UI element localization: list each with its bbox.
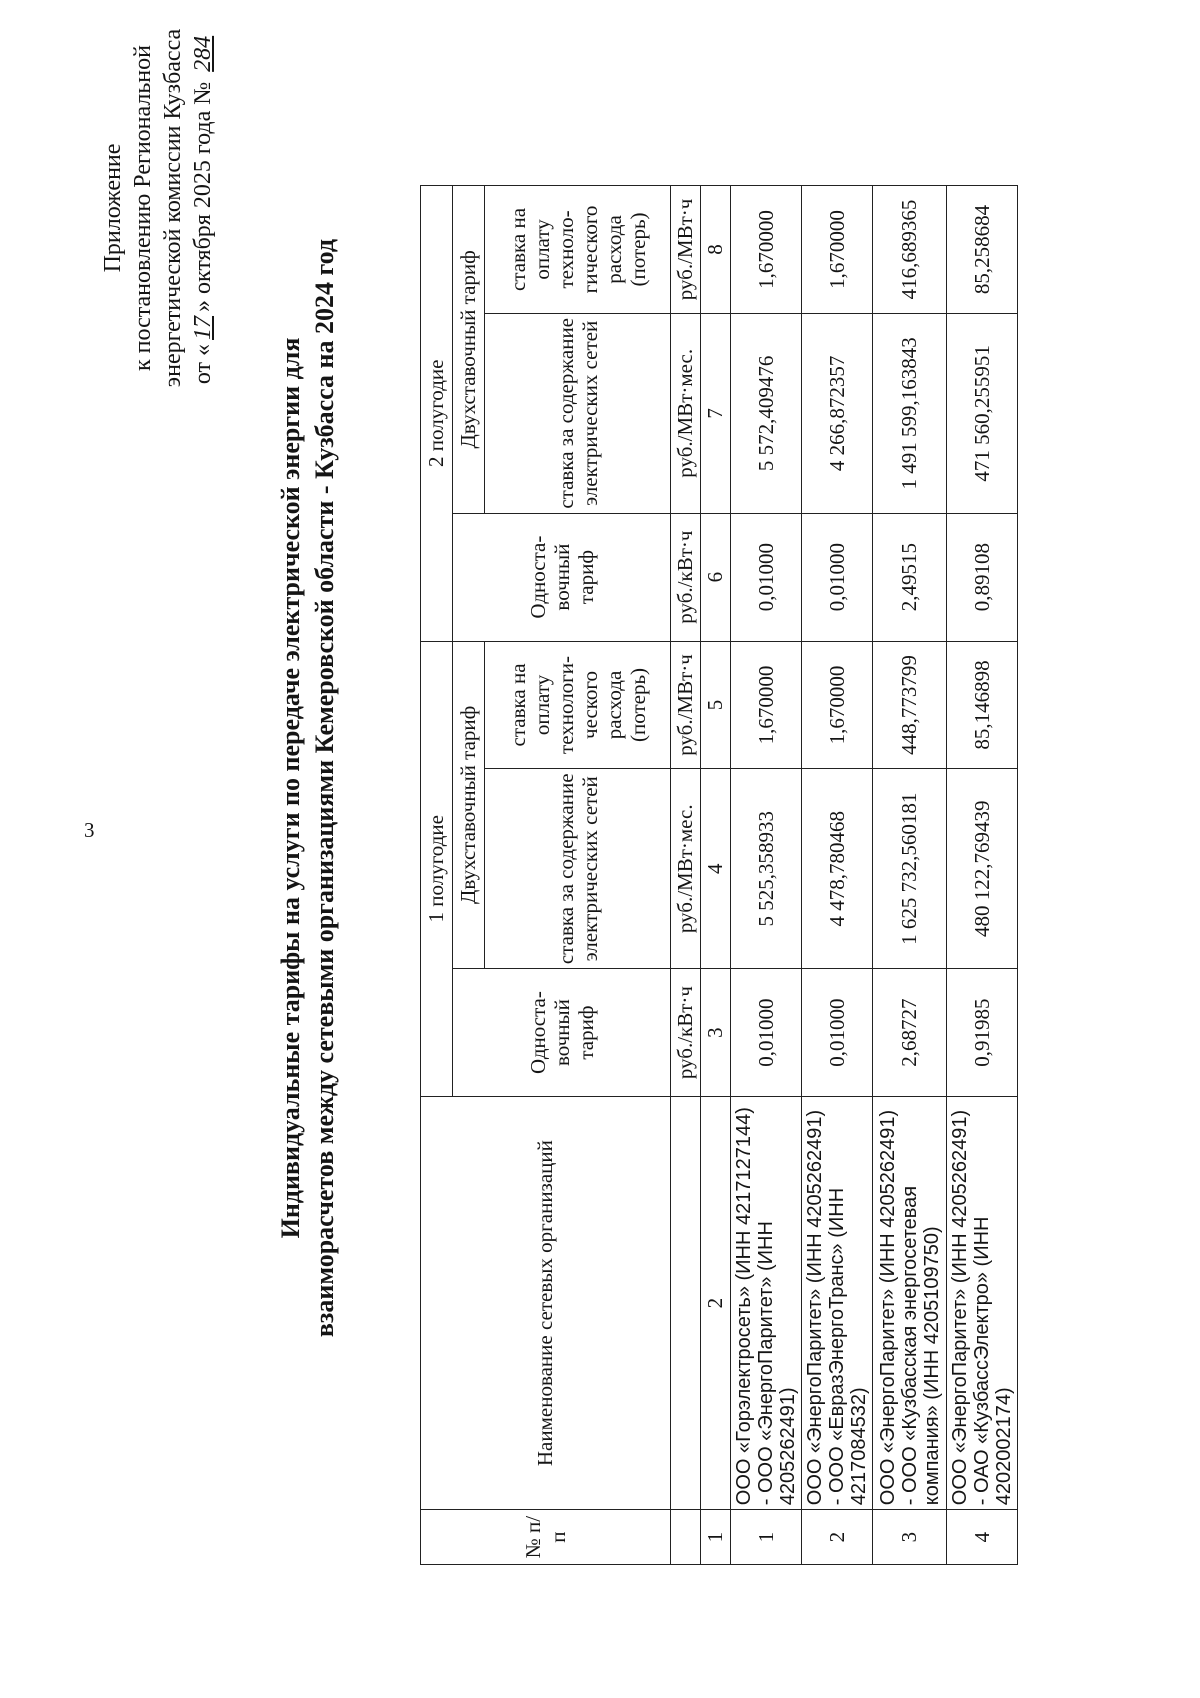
organization-name: ООО «ЭнергоПаритет» (ИНН 4205262491) - ООО «ЕвразЭнергоТранс» (ИНН 4217084532) xyxy=(802,1097,873,1510)
value-cell: 1,670000 xyxy=(731,641,802,769)
unit-cell: руб./кВт·ч xyxy=(671,513,701,641)
value-cell: 0,89108 xyxy=(947,513,1018,641)
value-cell: 1 625 732,560181 xyxy=(873,769,947,969)
title-line-2: взаиморасчетов между сетевыми организациями Кемеровской области - Кузбасса на 2024 год xyxy=(310,238,339,1338)
value-cell: 4 266,872357 xyxy=(802,313,873,513)
date-middle: » октября 2025 года № xyxy=(190,81,216,312)
units-empty xyxy=(671,1510,701,1565)
header-org: Наименование сетевых организаций xyxy=(421,1097,671,1510)
approval-line-3: энергетической комиссии Кузбасса xyxy=(160,28,186,388)
column-number: 5 xyxy=(701,641,731,769)
header-num: № п/п xyxy=(421,1510,671,1565)
approval-date-line xyxy=(188,0,218,418)
header-loss-rate-h1: ставка на оплату технологи-ческого расхода (потерь) xyxy=(485,641,671,769)
value-cell: 1 491 599,163843 xyxy=(873,313,947,513)
value-cell: 0,91985 xyxy=(947,969,1018,1097)
value-cell: 480 122,769439 xyxy=(947,769,1018,969)
tariff-table xyxy=(420,185,1018,1565)
organization-name: ООО «ЭнергоПаритет» (ИНН 4205262491) - ОАО «КузбассЭлектро» (ИНН 4202002174) xyxy=(947,1097,1018,1510)
column-number: 3 xyxy=(701,969,731,1097)
table-row xyxy=(731,186,802,1565)
row-number: 3 xyxy=(873,1510,947,1565)
value-cell: 416,689365 xyxy=(873,186,947,314)
value-cell: 0,01000 xyxy=(731,969,802,1097)
header-loss-rate-h2: ставка на оплату техноло-гического расхода (потерь) xyxy=(485,186,671,314)
unit-cell: руб./кВт·ч xyxy=(671,969,701,1097)
organization-name: ООО «Горэлектросеть» (ИНН 4217127144) - ООО «ЭнергоПаритет» (ИНН 4205262491) xyxy=(731,1097,802,1510)
approval-line-1: Приложение xyxy=(100,143,126,273)
approval-line-2: к постановлению Региональной xyxy=(130,45,156,371)
header-maint-rate-h2: ставка за содержание электрических сетей xyxy=(485,313,671,513)
unit-cell: руб./МВт·мес. xyxy=(671,769,701,969)
title-line-1: Индивидуальные тарифы на услуги по передаче электрической энергии для xyxy=(276,337,305,1239)
value-cell: 0,01000 xyxy=(802,513,873,641)
document-number: 284 xyxy=(190,35,216,72)
table-row xyxy=(873,186,947,1565)
value-cell: 0,01000 xyxy=(802,969,873,1097)
column-number: 7 xyxy=(701,313,731,513)
document-title xyxy=(274,128,342,1448)
value-cell: 448,773799 xyxy=(873,641,947,769)
header-half-2: 2 полугодие xyxy=(421,186,453,642)
row-number: 4 xyxy=(947,1510,1018,1565)
value-cell: 2,49515 xyxy=(873,513,947,641)
approval-block xyxy=(98,0,218,418)
header-half-1: 1 полугодие xyxy=(421,641,453,1096)
unit-cell: руб./МВт·ч xyxy=(671,641,701,769)
header-single-rate-h2: Односта-вочный тариф xyxy=(453,513,671,641)
column-number: 2 xyxy=(701,1097,731,1510)
value-cell: 2,68727 xyxy=(873,969,947,1097)
value-cell: 85,146898 xyxy=(947,641,1018,769)
unit-cell: руб./МВт·мес. xyxy=(671,313,701,513)
header-two-part-h1: Двухставочный тариф xyxy=(453,641,485,969)
value-cell: 1,670000 xyxy=(802,186,873,314)
value-cell: 1,670000 xyxy=(802,641,873,769)
header-maint-rate-h1: ставка за содержание электрических сетей xyxy=(485,769,671,969)
column-number: 1 xyxy=(701,1510,731,1565)
column-number: 8 xyxy=(701,186,731,314)
table-row xyxy=(802,186,873,1565)
page-number: 3 xyxy=(84,818,95,842)
value-cell: 0,01000 xyxy=(731,513,802,641)
units-empty xyxy=(671,1097,701,1510)
unit-cell: руб./МВт·ч xyxy=(671,186,701,314)
column-number: 4 xyxy=(701,769,731,969)
column-number: 6 xyxy=(701,513,731,641)
date-prefix: от « xyxy=(190,343,216,385)
header-two-part-h2: Двухставочный тариф xyxy=(453,186,485,514)
value-cell: 5 572,409476 xyxy=(731,313,802,513)
value-cell: 471 560,255951 xyxy=(947,313,1018,513)
value-cell: 85,258684 xyxy=(947,186,1018,314)
header-single-rate-h1: Односта-вочный тариф xyxy=(453,969,671,1097)
date-day: 17 xyxy=(190,315,216,340)
value-cell: 4 478,780468 xyxy=(802,769,873,969)
organization-name: ООО «ЭнергоПаритет» (ИНН 4205262491) - ООО «Кузбасская энергосетевая компания» (ИНН 4205109750) xyxy=(873,1097,947,1510)
table-row xyxy=(947,186,1018,1565)
row-number: 2 xyxy=(802,1510,873,1565)
row-number: 1 xyxy=(731,1510,802,1565)
value-cell: 5 525,358933 xyxy=(731,769,802,969)
value-cell: 1,670000 xyxy=(731,186,802,314)
